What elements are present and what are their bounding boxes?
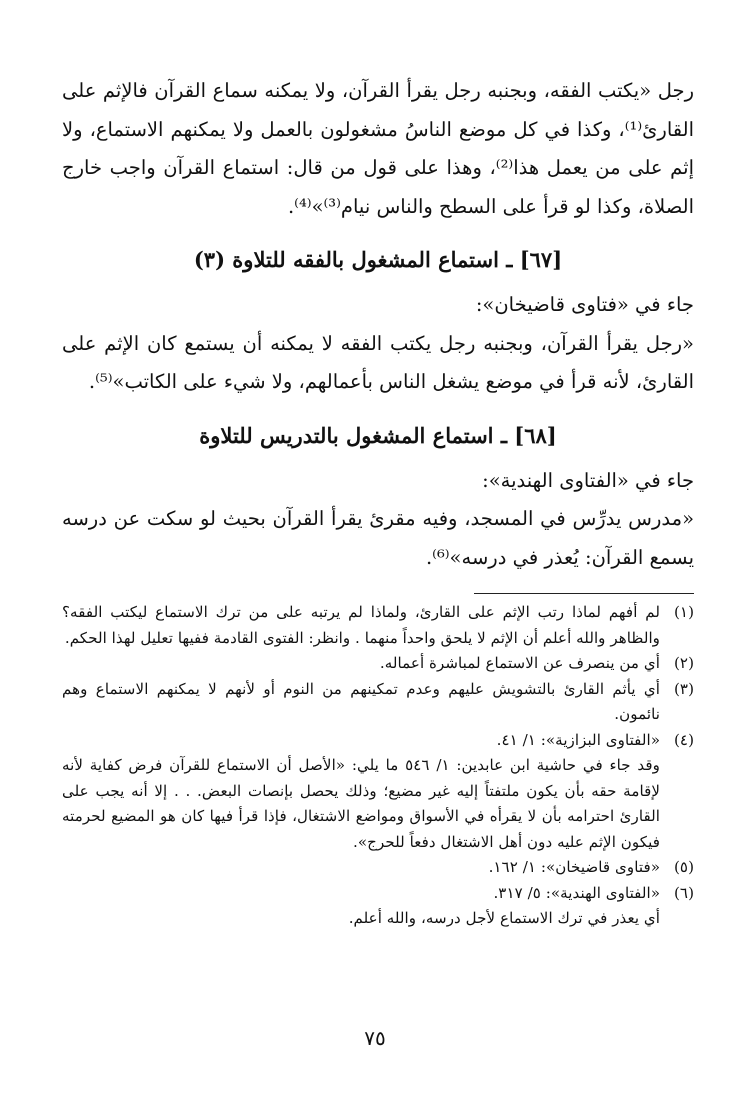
section-67-heading: [٦٧] ـ استماع المشغول بالفقه للتلاوة (٣) <box>193 247 563 272</box>
footnote-text: أي من ينصرف عن الاستماع لمباشرة أعماله. <box>379 654 660 672</box>
section-68-quote: «مدرس يدرِّس في المسجد، وفيه مقرئ يقرأ القرآن بحيث لو سكت عن درسه يسمع القرآن: يُعذر في درسه»⁽⁶⁾. <box>62 507 694 569</box>
footnote-text: «الفتاوى الهندية»: ٥/ ٣١٧. <box>493 883 660 902</box>
section-67-quote: «رجل يقرأ القرآن، وبجنبه رجل يكتب الفقه لا يمكنه أن يستمع كان الإثم على القارئ، لأنه قرأ في موضع يشغل الناس بأعمالهم، ولا شيء على الكاتب»⁽⁵⁾. <box>62 331 694 393</box>
footnote-1 <box>62 600 694 651</box>
footnote-number: (٣) <box>673 679 694 698</box>
footnote-number: (٦) <box>673 883 694 902</box>
footnote-text: لم أفهم لماذا رتب الإثم على القارئ، ولماذا لم يرتبه على من ترك الاستماع ليكتب الفقه؟ والظاهر والله أعلم أن الإثم لا يلحق واحداً منهما . وانظر: الفتوى القادمة ففيها تعليل لهذا الحكم. <box>62 603 660 647</box>
footnote-6-continuation: أي يعذر في ترك الاستماع لأجل درسه، والله أعلم. <box>348 909 660 927</box>
footnote-text: «فتاوى قاضيخان»: ١/ ١٦٢. <box>488 858 660 876</box>
footnote-text: أي يأثم القارئ بالتشويش عليهم وعدم تمكينهم من النوم أو لأنهم لا يمكنهم الاستماع وهم نائمون. <box>62 679 660 723</box>
footnote-6 <box>62 881 694 907</box>
page-body <box>62 72 694 932</box>
footnote-text: «الفتاوى البزازية»: ١/ ٤١. <box>496 730 660 749</box>
footnote-4 <box>62 728 694 754</box>
footnote-number: (١) <box>673 603 694 621</box>
section-68-intro: جاء في «الفتاوى الهندية»: <box>482 468 694 492</box>
footnote-number: (٥) <box>673 858 694 876</box>
top-paragraph: رجل «يكتب الفقه، وبجنبه رجل يقرأ القرآن، ولا يمكنه سماع القرآن فالإثم على القارئ⁽¹⁾، وكذا في كل موضع الناسُ مشغولون بالعمل ولا يمكنهم الاستماع، ولا إثم على من يعمل هذا⁽²⁾، وهذا على قول من قال: استماع القرآن واجب خارج الصلاة، وكذا لو قرأ على السطح والناس نيام⁽³⁾»⁽⁴⁾. <box>62 79 694 218</box>
footnote-5 <box>62 855 694 881</box>
footnote-number: (٢) <box>673 654 694 672</box>
footnote-2 <box>62 651 694 677</box>
page-number: ٧٥ <box>364 1026 386 1050</box>
footnote-4-continuation: وقد جاء في حاشية ابن عابدين: ١/ ٥٤٦ ما يلي: «الأصل أن الاستماع للقرآن فرض كفاية لأنه لإقامة حقه بأن يكون ملتفتاً إليه غير مضيع؛ وذلك يحصل بإنصات البعض. . . إلا أنه يجب على القارئ احترامه بأن لا يقرأه في الأسواق ومواضع الاشتغال، فإذا قرأ فيها كان هو المضيع لحرمته فيكون الإثم عليه دون أهل الاشتغال دفعاً للحرج». <box>62 756 660 851</box>
footnote-number: (٤) <box>673 730 694 749</box>
footnotes <box>62 600 694 932</box>
section-68-heading: [٦٨] ـ استماع المشغول بالتدريس للتلاوة <box>199 422 557 448</box>
footnote-3 <box>62 677 694 728</box>
section-67-intro: جاء في «فتاوى قاضيخان»: <box>475 293 694 316</box>
